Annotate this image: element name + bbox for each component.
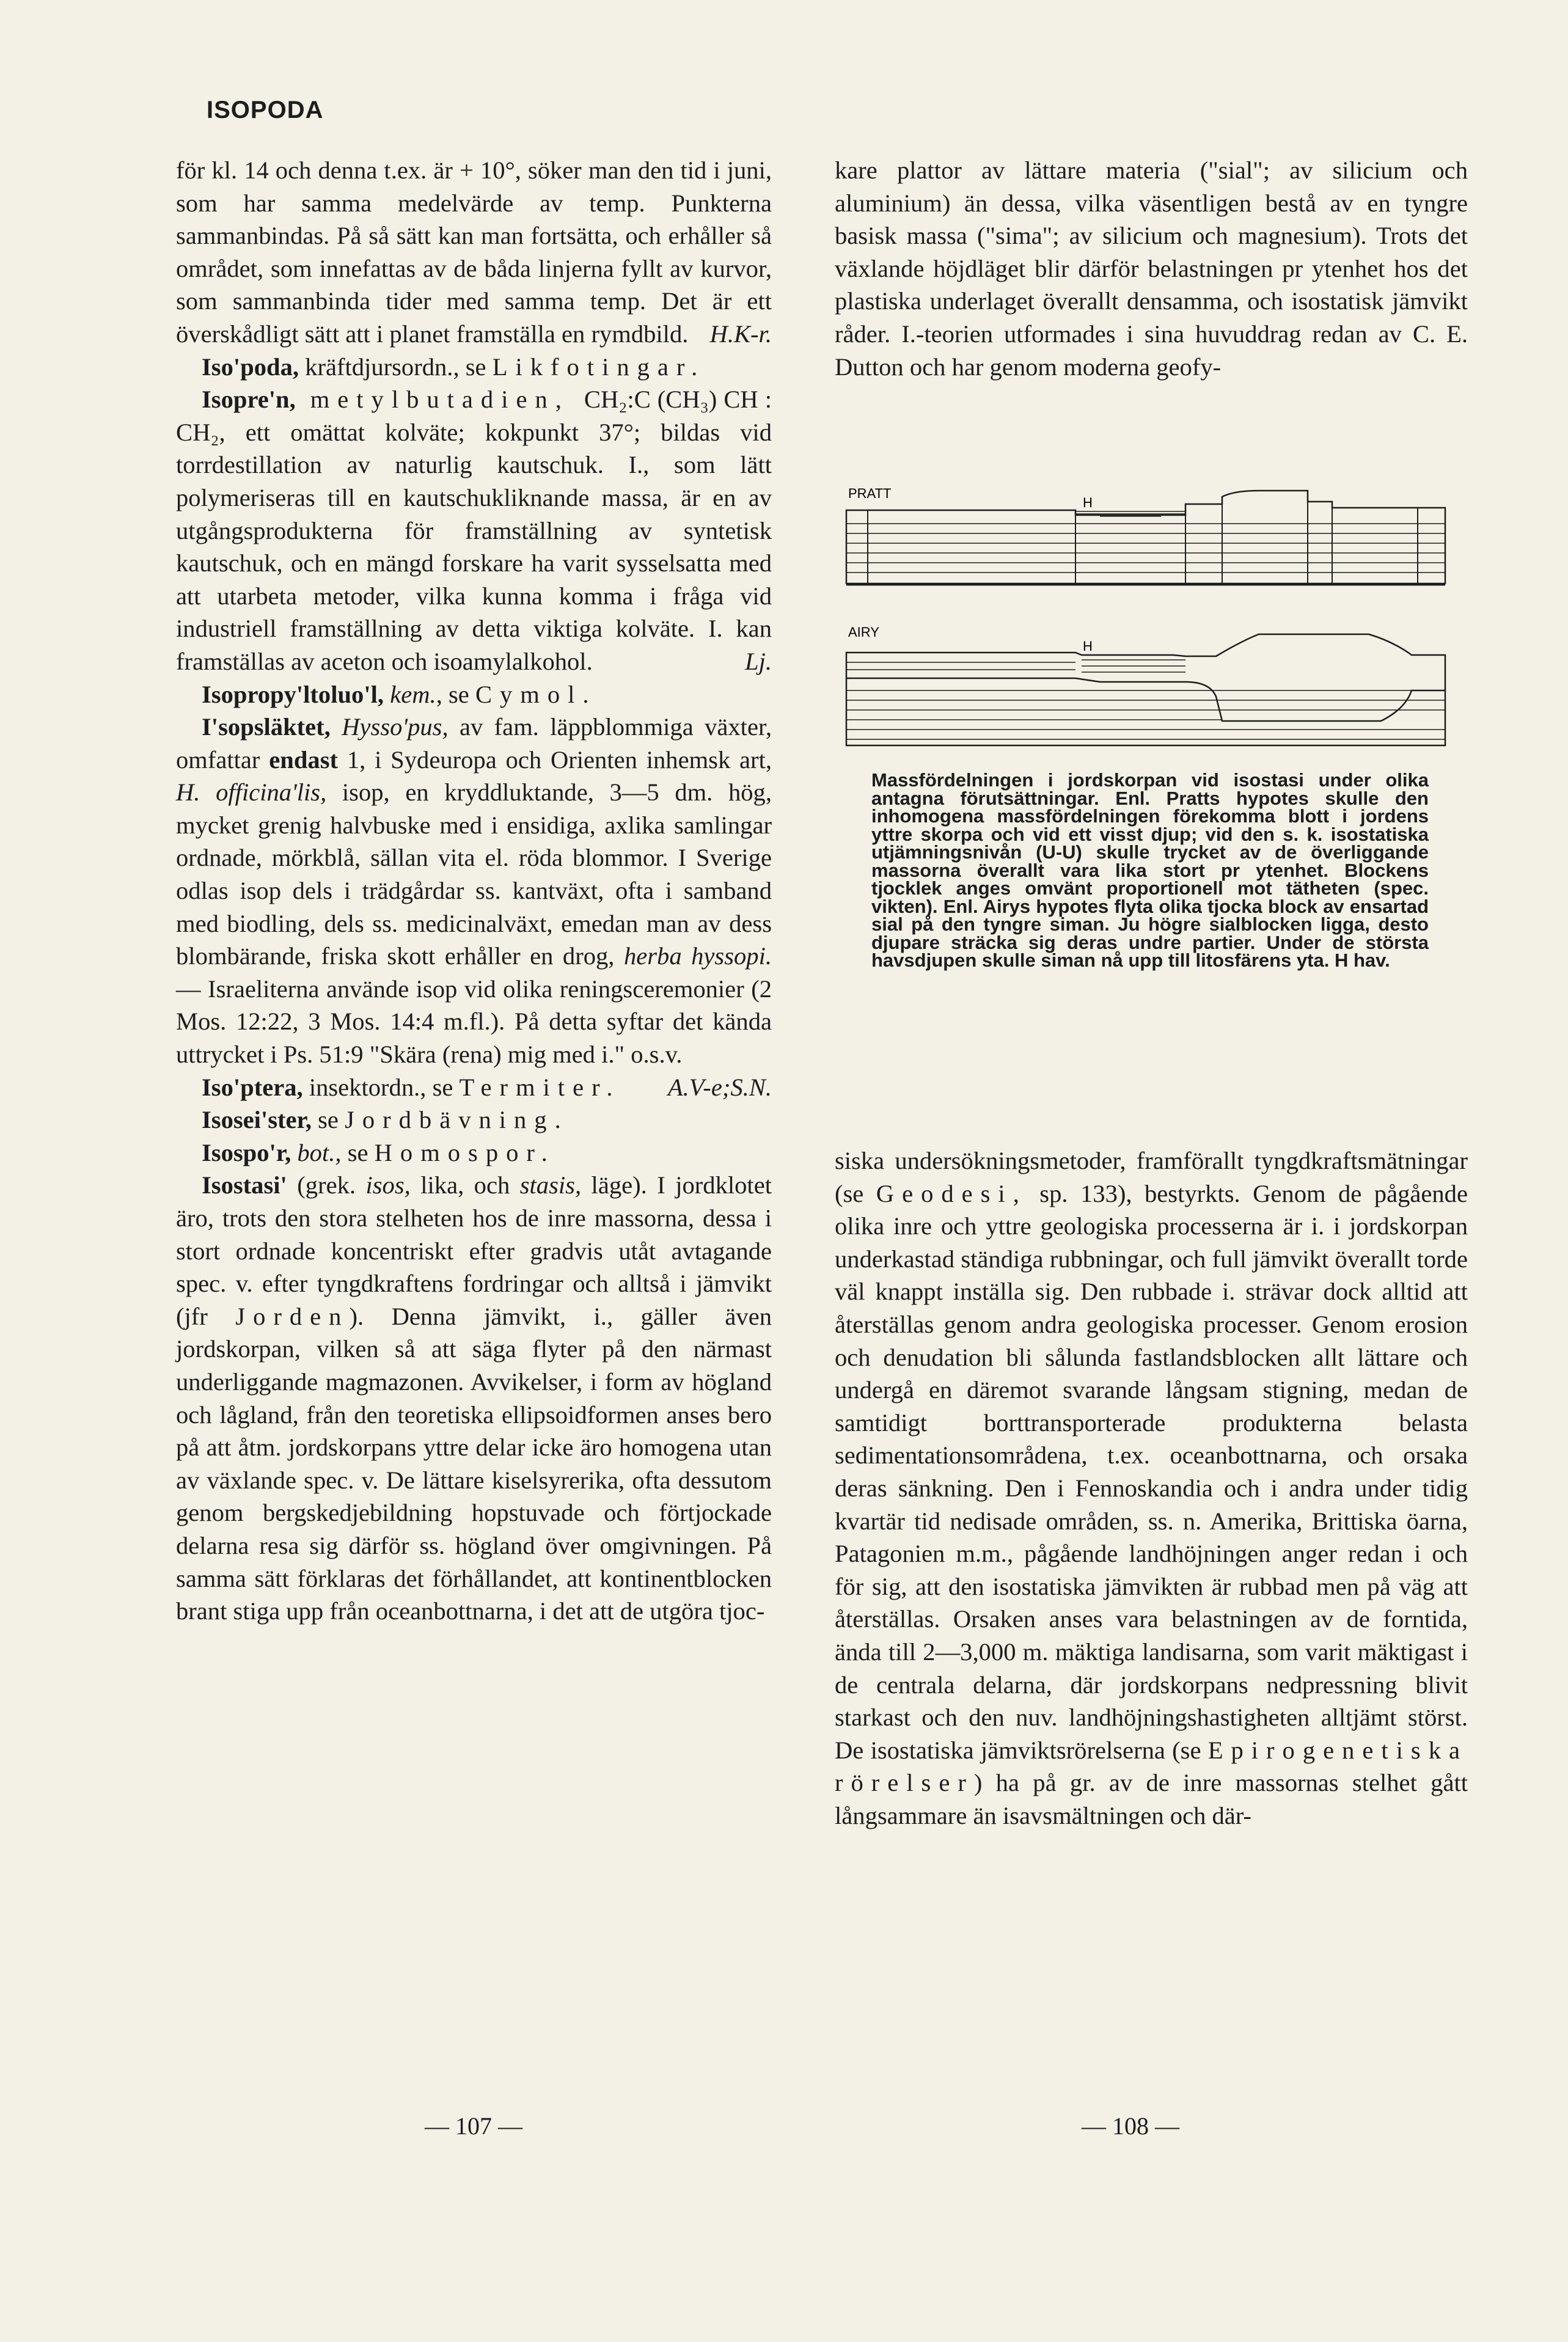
pratt-diagram bbox=[846, 486, 1445, 585]
entry-text: se bbox=[311, 1106, 345, 1134]
entry-text: (grek. bbox=[287, 1171, 366, 1199]
entry-isoseister bbox=[176, 1103, 772, 1136]
page-header: ISOPODA bbox=[207, 97, 324, 123]
entry-isopoda bbox=[176, 351, 772, 384]
paragraph-text: siska undersökningsmetoder, framförallt tyngdkraftsmätningar (se bbox=[835, 1147, 1468, 1207]
entry-text: se bbox=[341, 1138, 375, 1166]
entry-headword: Isopre'n, bbox=[202, 386, 296, 414]
cross-reference: Homospor. bbox=[374, 1138, 555, 1166]
author-signature: A.V-e;S.N. bbox=[667, 1073, 772, 1101]
entry-text: kräftdjursordn., se bbox=[299, 353, 493, 381]
abbreviation: kem. bbox=[390, 680, 436, 708]
hav-label-airy: H bbox=[1083, 639, 1093, 654]
airy-label: AIRY bbox=[848, 624, 879, 640]
right-column-bottom bbox=[835, 1144, 1468, 1832]
hav-label: H bbox=[1083, 495, 1093, 510]
page-number-right: — 108 — bbox=[1082, 2112, 1179, 2140]
paragraph-continuation: kare plattor av lättare materia ("sial"; av silicium och aluminium) än dessa, vilka väsentligen bestå av en tyngre basisk massa ("sima"; av silicium och magnesium). Trots det växlande höjdläget blir därför belastningen pr ytenhet hos det plastiska underlaget överallt densamma, och isostatisk jämvikt råder. I.-teorien utformades i sina huvuddrag redan av C. E. Dutton och har genom moderna geofy- bbox=[835, 156, 1468, 381]
cross-reference: Epirogenetiska rörelser bbox=[835, 1736, 1468, 1797]
paragraph-text: sp. 133), bestyrkts. Genom de pågående olika inre och yttre geologiska processerna är i. i jordskorpan underkastad ständiga rubbningar, och full jämvikt överallt torde väl knappt inställa sig. Den rubbade i. strävar dock alltid att återställas genom andra geologiska processer. Genom erosion och denudation bli sålunda fastlandsblocken allt lättare och undergå en däremot svarande långsam stigning, medan de samtidigt borttransporterade produkterna belasta sedimentationsområdena, t.ex. oceanbottnarna, och orsaka deras sänkning. Den i Fennoskandia och i andra under tidig kvartär tid nedisade områden, ss. n. Amerika, Brittiska öarna, Patagonien m.m., pågående landhöjningen anger redan i och för sig, att den isostatiska jämvikten är rubbad men på väg att återställas. Orsaken anses vara belastningen av de forntida, ända till 2—3,000 m. mäktiga landisarna, som varit mäktigast i de centrala delarna, där jordskorpans nedpressning blivit starkast och den nuv. landhöjningshastigheten alltjämt störst. De isostatiska jämviktsrörelserna (se bbox=[835, 1179, 1468, 1764]
entry-headword: Isostasi' bbox=[202, 1171, 287, 1199]
entry-text: insektordn., se bbox=[302, 1073, 460, 1101]
entry-headword: Isosei'ster, bbox=[202, 1106, 312, 1134]
cross-reference: Jordbävning. bbox=[345, 1106, 569, 1134]
drug-name: herba hyssopi. bbox=[623, 942, 772, 970]
entry-text: lika, och bbox=[410, 1171, 520, 1199]
airy-diagram bbox=[846, 624, 1445, 745]
paragraph-text: ) ha på gr. av de inre massornas stelhet gått långsammare än isavsmältningen och där- bbox=[835, 1769, 1468, 1829]
entry-text: 1, i Sydeuropa och Orienten inhemsk art, bbox=[338, 745, 772, 774]
chemical-name: metylbutadien, bbox=[295, 386, 584, 414]
entry-text: , se bbox=[436, 680, 475, 708]
cross-reference: Termiter. bbox=[459, 1073, 621, 1101]
left-column bbox=[176, 154, 772, 1628]
paragraph-continuation bbox=[835, 1144, 1468, 1832]
right-column-top bbox=[835, 154, 1468, 383]
figure-caption: Massfördelningen i jordskorpan vid isostasi under olika antagna förutsättningar. Enl. Pratts hypotes skulle den inhomogena massfördelningen förekomma blott i jordens yttre skorpa och vid ett visst djup; vid den s. k. isostatiska utjämningsnivån (U-U) skulle trycket av de överliggande massorna överallt vara lika stort pr ytenhet. Blockens tjocklek anges omvänt proportionell mot tätheten (spec. vikten). Enl. Airys hypotes flyta olika tjocka block av ensartad sial på den tyngre siman. Ju högre sialblocken ligga, desto djupare sträcka sig deras undre partier. Under de största havsdjupen skulle siman nå upp till litosfärens yta. H hav. bbox=[871, 769, 1429, 971]
entry-headword: Iso'poda, bbox=[202, 353, 299, 381]
pratt-blocks bbox=[846, 491, 1445, 584]
entry-isopren bbox=[176, 383, 772, 678]
entry-isostasi bbox=[176, 1169, 772, 1627]
page-number-left: — 107 — bbox=[425, 2112, 522, 2140]
author-signature: Lj. bbox=[745, 647, 772, 675]
entry-text: läge). I jordklotet äro, trots den stora stelheten hos de inre massorna, dessa i stort ordnade koncentriskt efter gradvis utåt avtagande spec. v. efter tyngdkraftens fordringar och alltså i jämvikt (jfr bbox=[176, 1171, 772, 1330]
isostasy-diagram bbox=[843, 480, 1454, 767]
greek-word: isos, bbox=[365, 1171, 411, 1199]
cross-reference: Jorden bbox=[235, 1302, 350, 1330]
species-name: H. officina'lis, bbox=[176, 778, 327, 807]
airy-surface bbox=[846, 634, 1445, 745]
entry-headword: Iso'ptera, bbox=[202, 1073, 303, 1101]
entry-text: CH₂:C (CH₃) CH : CH₂, ett omättat kolväte; kokpunkt 37°; bildas vid torrdestillation av naturlig kautschuk. I., som lätt polymeriseras till en kautschukliknande massa, är en av utgångsprodukterna för framställning av syntetisk kautschuk, och en mängd forskare ha varit sysselsatta med att utarbeta metoder, vilka kunna komma i fråga vid industriell framställning av detta viktiga kolväte. I. kan framställas av aceton och isoamylalkohol. bbox=[176, 386, 772, 675]
pratt-label: PRATT bbox=[848, 486, 892, 501]
cross-reference: Geodesi, bbox=[876, 1179, 1027, 1207]
entry-text: isop, en kryddluktande, 3—5 dm. hög, mycket grenig halvbuske med i ensidiga, axlika samlingar ordnade, mörkblå, sällan vita el. röda blommor. I Sverige odlas isop dels i trädgårdar ss. kantväxt, ofta i samband med biodling, dels ss. medicinalväxt, emedan man av dess blombärande, friska skott erhåller en drog, bbox=[176, 778, 772, 970]
entry-text: av fam. läppblommiga växter, omfattar bbox=[176, 713, 772, 774]
entry-headword: I'sopsläktet, bbox=[202, 713, 331, 741]
cross-reference: Likfotingar. bbox=[492, 353, 706, 381]
greek-word: stasis, bbox=[519, 1171, 582, 1199]
latin-name: Hysso'pus, bbox=[342, 713, 449, 741]
entry-headword: Isospo'r, bbox=[202, 1138, 291, 1166]
entry-text: ). Denna jämvikt, i., gäller även jordskorpan, vilken så att säga flyter på den närmast underliggande magmazonen. Avvikelser, i form av högland och lågland, från den teoretiska ellipsoidformen anses bero på att åtm. jordskorpans yttre delar icke äro homogena utan av växlande spec. v. De lättare kiselsyrerika, ofta dessutom genom bergskedjebildning hopstuvade och förtjockade delarna resa sig därför ss. högland över omgivningen. På samma sätt förklaras det förhållandet, att kontinentblocken brant stiga upp från oceanbottnarna, i det att de utgöra tjoc- bbox=[176, 1302, 772, 1625]
entry-headword: Isopropy'ltoluo'l, bbox=[202, 680, 384, 708]
entry-text: — Israeliterna använde isop vid olika reningsceremonier (2 Mos. 12:22, 3 Mos. 14:4 m.fl.). På detta syftar det kända uttrycket i Ps. 51:9 "Skära (rena) mig med i." o.s.v. bbox=[176, 975, 772, 1069]
cross-reference: Cymol. bbox=[475, 680, 597, 708]
paragraph-text: för kl. 14 och denna t.ex. är + 10°, söker man den tid i juni, som har samma medelvärde av temp. Punkterna sammanbindas. På så sätt kan man fortsätta, och erhåller så området, som innefattas av de båda linjerna fyllt av kurvor, som sammanbinda tider med samma temp. Det är ett överskådligt sätt att i planet framställa en rymdbild. bbox=[176, 156, 772, 348]
author-signature: H.K-r. bbox=[709, 320, 772, 348]
emphasis: endast bbox=[269, 745, 339, 774]
entry-isospor bbox=[176, 1136, 772, 1169]
abbreviation: bot., bbox=[297, 1138, 342, 1166]
isostasy-figure bbox=[843, 480, 1454, 767]
paragraph-continuation bbox=[176, 154, 772, 351]
entry-isopropyltoluol bbox=[176, 678, 772, 711]
